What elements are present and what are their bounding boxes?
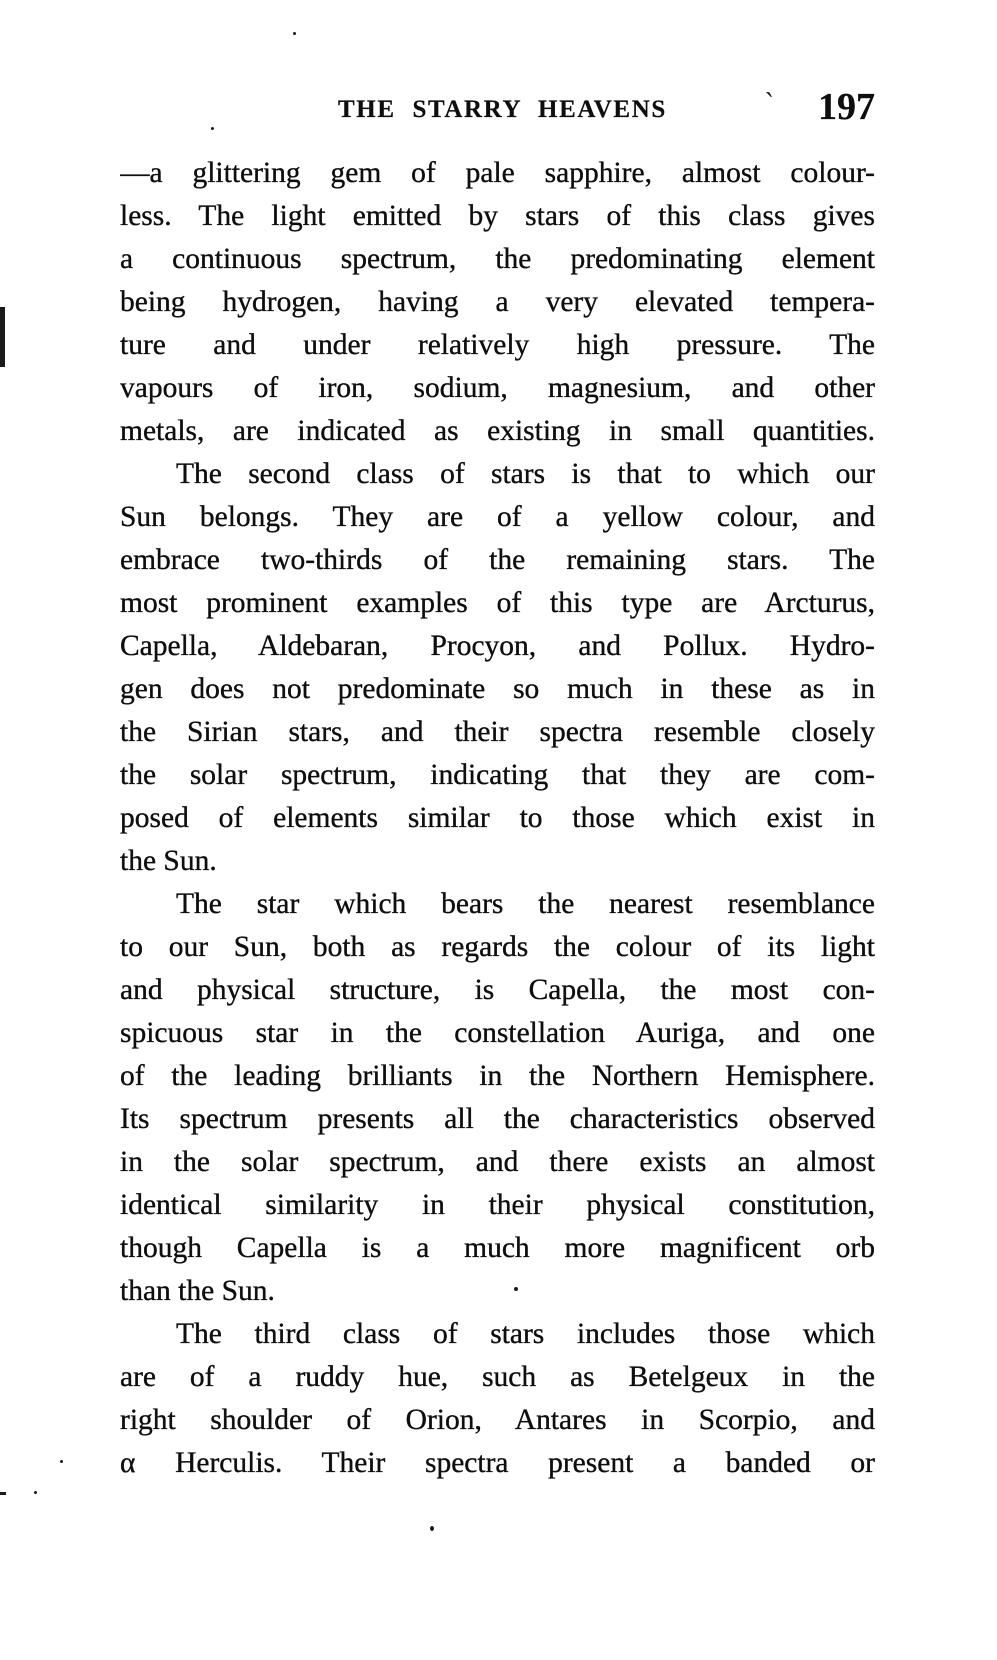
text-line: than the Sun. (120, 1275, 275, 1307)
text-line: Sun belongs. They are of a yellow colour, and (120, 501, 875, 533)
text-line: Capella, Aldebaran, Procyon, and Pollux. Hydro- (120, 630, 875, 662)
text-line: being hydrogen, having a very elevated tempera- (120, 286, 875, 318)
text-line: in the solar spectrum, and there exists an almost (120, 1146, 875, 1178)
page-number: 197 (818, 86, 875, 128)
scan-speck (0, 1492, 6, 1495)
text-line: vapours of iron, sodium, magnesium, and other (120, 372, 875, 404)
running-header-title: THE STARRY HEAVENS (338, 96, 667, 123)
text-line: and physical structure, is Capella, the most con- (120, 974, 875, 1006)
text-line: α Herculis. Their spectra present a banded or (120, 1447, 875, 1479)
scan-speck (293, 32, 296, 35)
text-line: less. The light emitted by stars of this class gives (120, 200, 875, 232)
scan-speck (514, 1287, 518, 1291)
scan-accent-mark: ˋ (760, 86, 776, 121)
text-line: posed of elements similar to those which exist in (120, 802, 875, 834)
text-line: the solar spectrum, indicating that they are com- (120, 759, 875, 791)
text-line: gen does not predominate so much in these as in (120, 673, 875, 705)
body-text-block (120, 152, 875, 1485)
scan-speck (430, 1526, 434, 1531)
text-line: ture and under relatively high pressure. The (120, 329, 875, 361)
text-line: right shoulder of Orion, Antares in Scorpio, and (120, 1404, 875, 1436)
text-line: metals, are indicated as existing in small quantities. (120, 415, 875, 447)
text-line: embrace two-thirds of the remaining stars. The (120, 544, 875, 576)
text-line: are of a ruddy hue, such as Betelgeux in the (120, 1361, 875, 1393)
text-line: the Sun. (120, 845, 217, 877)
scan-edge-line-artifact (0, 307, 5, 367)
text-line: the Sirian stars, and their spectra resemble closely (120, 716, 875, 748)
text-line: The second class of stars is that to which our (176, 458, 875, 490)
text-line: spicuous star in the constellation Auriga, and one (120, 1017, 875, 1049)
scan-speck (34, 1491, 37, 1494)
text-line: a continuous spectrum, the predominating element (120, 243, 875, 275)
text-line: though Capella is a much more magnificent orb (120, 1232, 875, 1264)
text-line: most prominent examples of this type are Arcturus, (120, 587, 875, 619)
text-line: of the leading brilliants in the Northern Hemisphere. (120, 1060, 875, 1092)
text-line: Its spectrum presents all the characteristics observed (120, 1103, 875, 1135)
text-line: The star which bears the nearest resemblance (176, 888, 875, 920)
scan-speck (211, 127, 214, 130)
scan-speck (60, 1460, 63, 1463)
text-line: —a glittering gem of pale sapphire, almost colour- (120, 157, 875, 189)
text-line: identical similarity in their physical constitution, (120, 1189, 875, 1221)
text-line: to our Sun, both as regards the colour of its light (120, 931, 875, 963)
text-line: The third class of stars includes those which (176, 1318, 875, 1350)
